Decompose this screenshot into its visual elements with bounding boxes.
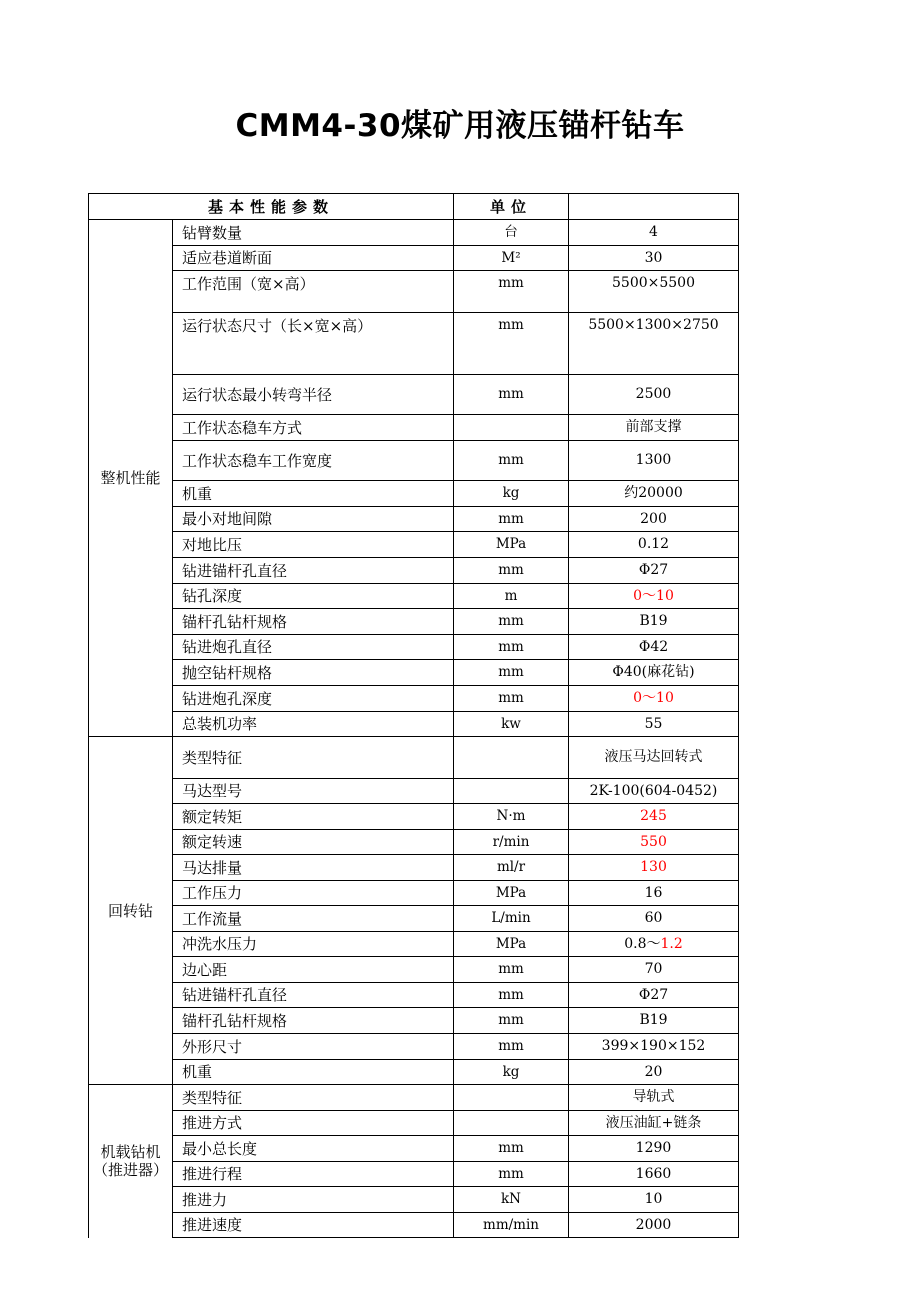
param-unit — [454, 415, 569, 441]
param-unit: kg — [454, 481, 569, 507]
param-unit: mm — [454, 375, 569, 415]
param-unit: kg — [454, 1060, 569, 1085]
param-value: 2K-100(604-0452) — [569, 779, 739, 804]
value-part: 0.8～ — [624, 935, 661, 952]
param-name: 锚杆孔钻杆规格 — [173, 1008, 454, 1034]
param-name: 额定转速 — [173, 830, 454, 855]
param-name: 锚杆孔钻杆规格 — [173, 609, 454, 635]
param-unit: mm — [454, 1136, 569, 1162]
group-label: 整机性能 — [89, 220, 173, 737]
header-value — [569, 194, 739, 220]
param-value: 399×190×152 — [569, 1034, 739, 1060]
param-value: 20 — [569, 1060, 739, 1085]
param-value: 30 — [569, 246, 739, 271]
param-value: 0.12 — [569, 532, 739, 558]
param-unit — [454, 1111, 569, 1136]
param-value: 2500 — [569, 375, 739, 415]
param-name: 推进力 — [173, 1187, 454, 1213]
param-name: 工作状态稳车方式 — [173, 415, 454, 441]
param-unit: mm — [454, 507, 569, 532]
param-unit — [454, 1085, 569, 1111]
table-row — [89, 635, 739, 660]
table-row — [89, 1136, 739, 1162]
table-row — [89, 246, 739, 271]
param-unit: mm/min — [454, 1213, 569, 1238]
param-value: 10 — [569, 1187, 739, 1213]
param-name: 适应巷道断面 — [173, 246, 454, 271]
param-name: 外形尺寸 — [173, 1034, 454, 1060]
param-name: 类型特征 — [173, 1085, 454, 1111]
param-name: 总装机功率 — [173, 712, 454, 737]
param-name: 钻进锚杆孔直径 — [173, 983, 454, 1008]
table-row — [89, 375, 739, 415]
param-unit: MPa — [454, 532, 569, 558]
param-unit: mm — [454, 441, 569, 481]
param-name: 最小总长度 — [173, 1136, 454, 1162]
param-value: 1660 — [569, 1162, 739, 1187]
table-row — [89, 441, 739, 481]
param-unit: mm — [454, 1162, 569, 1187]
param-value: B19 — [569, 609, 739, 635]
table-row — [89, 532, 739, 558]
param-value: 0～10 — [569, 584, 739, 609]
table-row — [89, 271, 739, 313]
param-unit: mm — [454, 1008, 569, 1034]
table-row — [89, 804, 739, 830]
param-name: 钻进炮孔直径 — [173, 635, 454, 660]
param-value: 2000 — [569, 1213, 739, 1238]
param-name: 钻臂数量 — [173, 220, 454, 246]
param-value: 约20000 — [569, 481, 739, 507]
table-row — [89, 855, 739, 881]
param-unit — [454, 779, 569, 804]
param-unit: N·m — [454, 804, 569, 830]
param-unit: mm — [454, 271, 569, 313]
param-name: 类型特征 — [173, 737, 454, 779]
table-row — [89, 932, 739, 957]
param-value: Φ27 — [569, 558, 739, 584]
param-name: 推进方式 — [173, 1111, 454, 1136]
param-name: 运行状态尺寸（长×宽×高） — [173, 313, 454, 375]
param-name: 抛空钻杆规格 — [173, 660, 454, 686]
table-row — [89, 415, 739, 441]
spec-table — [88, 193, 739, 1238]
table-row — [89, 881, 739, 906]
param-unit: L/min — [454, 906, 569, 932]
table-row — [89, 1085, 739, 1111]
table-row — [89, 1060, 739, 1085]
param-value: 5500×5500 — [569, 271, 739, 313]
param-unit: mm — [454, 558, 569, 584]
param-unit: MPa — [454, 881, 569, 906]
param-unit: r/min — [454, 830, 569, 855]
param-unit: mm — [454, 313, 569, 375]
param-value: 液压油缸+链条 — [569, 1111, 739, 1136]
table-row — [89, 957, 739, 983]
param-name: 工作压力 — [173, 881, 454, 906]
param-value: 245 — [569, 804, 739, 830]
param-value: 导轨式 — [569, 1085, 739, 1111]
table-row — [89, 1111, 739, 1136]
param-unit: kw — [454, 712, 569, 737]
param-name: 工作状态稳车工作宽度 — [173, 441, 454, 481]
param-unit: mm — [454, 1034, 569, 1060]
table-row — [89, 1187, 739, 1213]
param-unit: mm — [454, 660, 569, 686]
param-value: 70 — [569, 957, 739, 983]
param-value: 液压马达回转式 — [569, 737, 739, 779]
param-name: 工作范围（宽×高） — [173, 271, 454, 313]
param-value: 5500×1300×2750 — [569, 313, 739, 375]
table-row — [89, 1008, 739, 1034]
param-value: Φ40(麻花钻) — [569, 660, 739, 686]
param-unit: mm — [454, 686, 569, 712]
param-name: 钻进炮孔深度 — [173, 686, 454, 712]
table-row — [89, 906, 739, 932]
param-value: 550 — [569, 830, 739, 855]
param-value: 16 — [569, 881, 739, 906]
param-unit: mm — [454, 983, 569, 1008]
param-value: 130 — [569, 855, 739, 881]
param-unit: mm — [454, 635, 569, 660]
group-label-line: （推进器） — [92, 1161, 168, 1180]
param-value: 55 — [569, 712, 739, 737]
param-unit: M² — [454, 246, 569, 271]
param-value: 1300 — [569, 441, 739, 481]
group-label — [89, 1085, 173, 1238]
table-row — [89, 1034, 739, 1060]
param-unit: mm — [454, 609, 569, 635]
param-unit: m — [454, 584, 569, 609]
group-label-line: 机载钻机 — [100, 1143, 161, 1162]
table-row — [89, 983, 739, 1008]
param-name: 机重 — [173, 1060, 454, 1085]
param-value: 60 — [569, 906, 739, 932]
param-unit — [454, 737, 569, 779]
table-row — [89, 686, 739, 712]
header-param: 基本性能参数 — [89, 194, 454, 220]
param-unit: 台 — [454, 220, 569, 246]
param-unit: MPa — [454, 932, 569, 957]
value-part-highlight: 1.2 — [660, 935, 683, 952]
param-value: Φ42 — [569, 635, 739, 660]
table-row — [89, 737, 739, 779]
param-name: 工作流量 — [173, 906, 454, 932]
param-name: 马达型号 — [173, 779, 454, 804]
table-row — [89, 481, 739, 507]
table-row — [89, 779, 739, 804]
param-name: 冲洗水压力 — [173, 932, 454, 957]
param-value: 前部支撑 — [569, 415, 739, 441]
page-title: CMM4-30煤矿用液压锚杆钻车 — [235, 108, 685, 144]
param-value: 200 — [569, 507, 739, 532]
param-value: B19 — [569, 1008, 739, 1034]
param-name: 额定转矩 — [173, 804, 454, 830]
param-value — [569, 932, 739, 957]
param-unit: ml/r — [454, 855, 569, 881]
table-row — [89, 558, 739, 584]
table-row — [89, 609, 739, 635]
param-unit: kN — [454, 1187, 569, 1213]
table-row — [89, 712, 739, 737]
param-name: 马达排量 — [173, 855, 454, 881]
table-row — [89, 1162, 739, 1187]
param-value: 0～10 — [569, 686, 739, 712]
param-name: 边心距 — [173, 957, 454, 983]
param-name: 运行状态最小转弯半径 — [173, 375, 454, 415]
param-name: 钻孔深度 — [173, 584, 454, 609]
table-row — [89, 660, 739, 686]
param-name: 机重 — [173, 481, 454, 507]
table-row — [89, 830, 739, 855]
table-row — [89, 220, 739, 246]
param-name: 对地比压 — [173, 532, 454, 558]
param-name: 推进速度 — [173, 1213, 454, 1238]
table-row — [89, 584, 739, 609]
group-label: 回转钻 — [89, 737, 173, 1085]
param-value: 1290 — [569, 1136, 739, 1162]
param-name: 推进行程 — [173, 1162, 454, 1187]
table-row — [89, 313, 739, 375]
param-name: 钻进锚杆孔直径 — [173, 558, 454, 584]
param-name: 最小对地间隙 — [173, 507, 454, 532]
header-unit: 单位 — [454, 194, 569, 220]
table-row — [89, 1213, 739, 1238]
param-value: 4 — [569, 220, 739, 246]
table-header-row — [89, 194, 739, 220]
param-unit: mm — [454, 957, 569, 983]
param-value: Φ27 — [569, 983, 739, 1008]
table-row — [89, 507, 739, 532]
